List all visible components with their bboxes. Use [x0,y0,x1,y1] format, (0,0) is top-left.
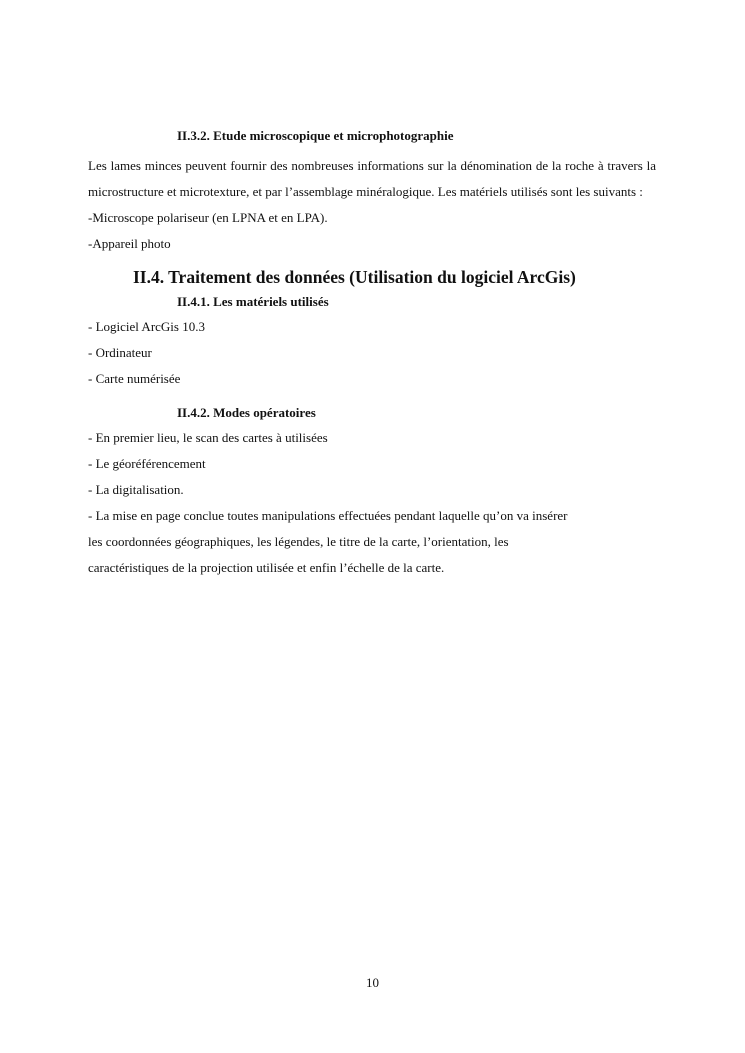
list-item-appareil-photo: -Appareil photo [88,236,171,251]
list-item-digitalisation: - La digitalisation. [88,482,184,497]
list-item-carte: - Carte numérisée [88,371,181,386]
list-item-microscope: -Microscope polariseur (en LPNA et en LPA). [88,210,328,225]
list-item-ordinateur: - Ordinateur [88,345,152,360]
section-heading-ii-4: II.4. Traitement des données (Utilisation du logiciel ArcGis) [133,267,576,287]
document-page [88,127,656,581]
section-heading-ii-4-1: II.4.1. Les matériels utilisés [177,294,329,309]
list-item-mise-en-page-line-2: les coordonnées géographiques, les légendes, le titre de la carte, l’orientation, les [88,534,509,549]
list-item-mise-en-page-line-1: - La mise en page conclue toutes manipulations effectuées pendant laquelle qu’on va insérer [88,508,568,523]
list-item-mise-en-page-line-3: caractéristiques de la projection utilisée et enfin l’échelle de la carte. [88,560,445,575]
section-heading-ii-3-2: II.3.2. Etude microscopique et microphotographie [177,128,454,143]
page-number: 10 [366,975,379,990]
section-heading-ii-4-2: II.4.2. Modes opératoires [177,405,316,420]
section-ii-3-2-paragraph: Les lames minces peuvent fournir des nombreuses informations sur la dénomination de la roche à travers la microstructure et microtexture, et par l’assemblage minéralogique. Les matériels utilisés sont les suivants : [88,158,656,199]
list-item-georeferencement: - Le géoréférencement [88,456,206,471]
list-item-scan: - En premier lieu, le scan des cartes à utilisées [88,430,328,445]
list-item-logiciel: - Logiciel ArcGis 10.3 [88,319,205,334]
